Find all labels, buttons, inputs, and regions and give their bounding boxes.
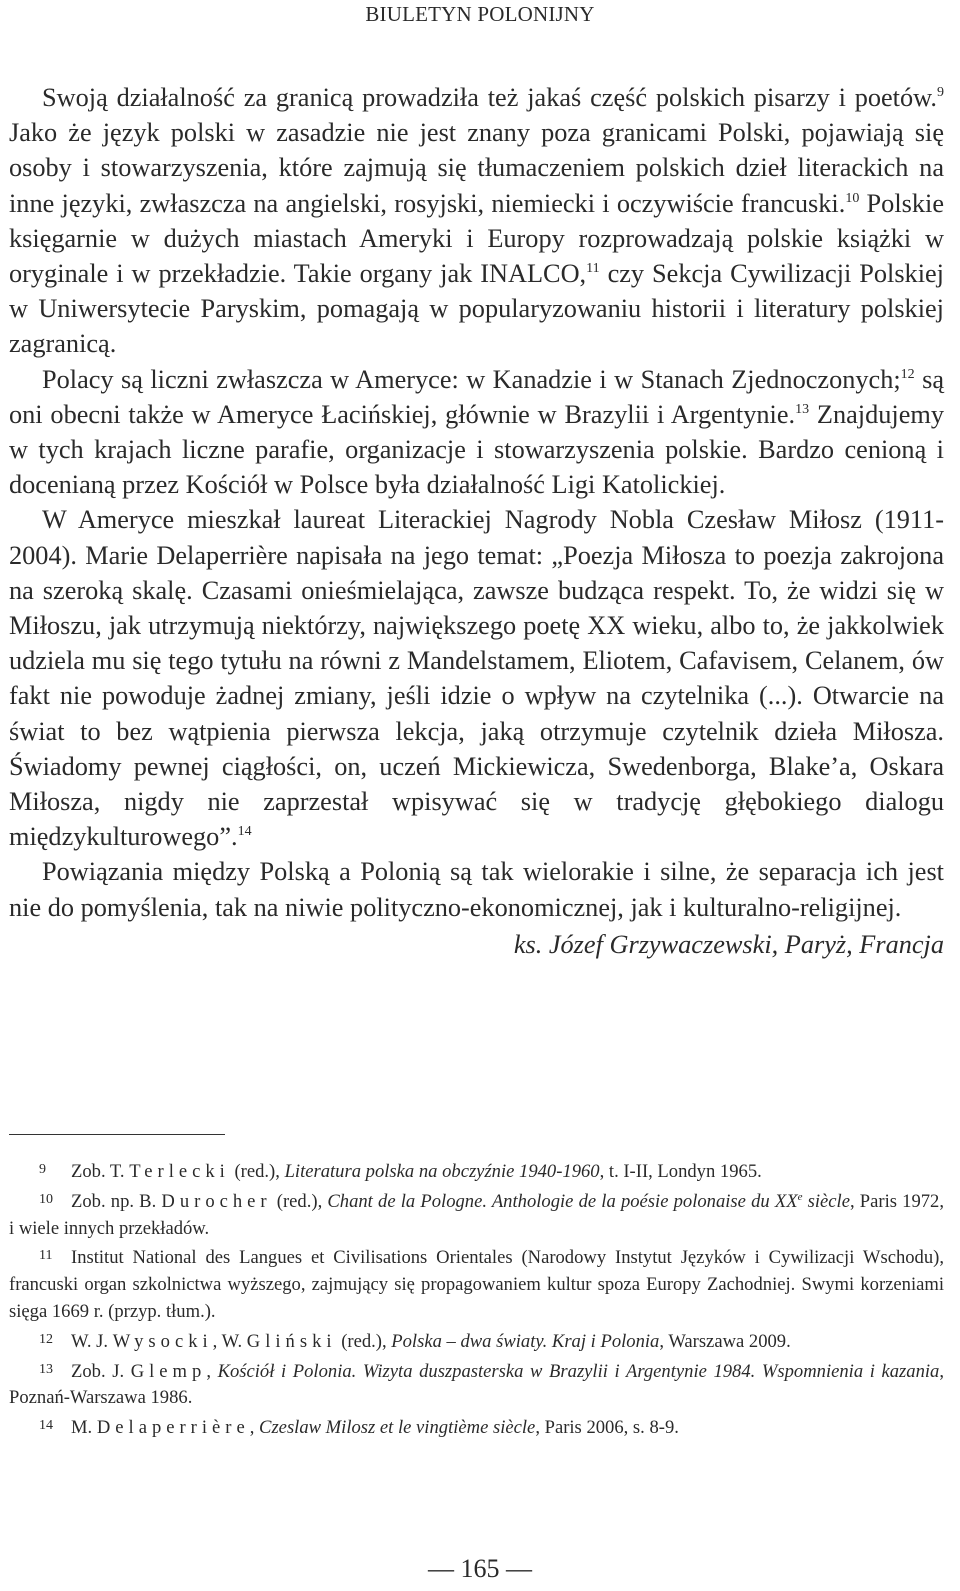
page-number: — 165 — (428, 1554, 532, 1583)
footnote-title-text: Chant de la Pologne. Anthologie de la poésie polonaise du XX (327, 1190, 798, 1212)
footnote-ref: 10 (845, 190, 860, 206)
footnote-text: (red.), (271, 1190, 328, 1212)
footnote-14 (9, 1413, 944, 1442)
footnote-text: , W. (212, 1330, 247, 1352)
footnote-number: 10 (39, 1191, 53, 1207)
paragraph-text: Polskie księgarnie w dużych miastach Ameryki i Europy rozprowadzają polskie książki w oryginale i w przekładzie. Takie organy jak INALCO, (9, 188, 944, 289)
paragraph-text: Jako że język polski w zasadzie nie jest znany poza granicami Polski, pojawiają się osoby i stowarzyszenia, które zajmują się tłumaczeniem polskich dzieł literackich na inne języki, zwłaszcza na angielski, rosyjski, niemiecki i oczywiście francuski. (9, 118, 944, 218)
paragraph-text: Znajdujemy w tych krajach liczne parafie, organizacje i stowarzyszenia polskie. Bardzo cenioną i docenianą przez Kościół w Polsce była działalność Ligi Katolickiej. (9, 399, 944, 500)
footnote-text: , (249, 1417, 260, 1439)
footnote-title: Czeslaw Milosz et le vingtième siècle (259, 1417, 536, 1439)
footnote-9 (9, 1157, 944, 1186)
footnote-text: , (206, 1360, 218, 1382)
footnote-text: W. J. (71, 1330, 113, 1352)
paragraph-text: Swoją działalność za granicą prowadziła też jakaś część polskich pisarzy i poetów. (42, 83, 937, 112)
footnote-author: Wysocki (112, 1330, 213, 1352)
footnote-text: , Warszawa 2009. (659, 1330, 791, 1352)
paragraph-text: czy Sekcja Cywilizacji Polskiej w Uniwersytecie Paryskim, pomagają w popularyzowaniu historii i literatury polskiej zagranicą. (9, 259, 944, 359)
footnote-text: (red.), (229, 1161, 285, 1182)
footnote-text: , Poznań-Warszawa 1986. (9, 1360, 945, 1409)
paragraph-text: są oni obecni także w Ameryce Łacińskiej, głównie w Brazylii i Argentynie. (9, 364, 944, 429)
footnote-13 (9, 1357, 944, 1413)
footnote-title: Literatura polska na obczyźnie 1940-1960 (284, 1161, 600, 1182)
footnote-text: Zob. J. (71, 1360, 131, 1382)
footnote-number: 9 (39, 1162, 46, 1177)
footnote-title: Polska – dwa światy. Kraj i Polonia (391, 1330, 660, 1352)
footnote-text: M. (71, 1417, 97, 1439)
author-signature: ks. Józef Grzywaczewski, Paryż, Francja (513, 929, 944, 959)
footnote-ref: 14 (237, 824, 252, 840)
footnote-divider (9, 1134, 225, 1135)
paragraph-2 (9, 362, 944, 503)
footnote-12 (9, 1327, 944, 1356)
footnote-ref: 11 (586, 261, 600, 277)
paragraph-text: Polacy są liczni zwłaszcza w Ameryce: w Kanadzie i w Stanach Zjednoczonych; (42, 364, 901, 394)
footnote-author: Durocher (161, 1190, 272, 1212)
footnote-ref: 12 (900, 366, 915, 382)
footnote-author: Gliński (246, 1330, 337, 1352)
paragraph-1 (9, 80, 944, 362)
footnote-number: 11 (39, 1248, 53, 1264)
footnote-author: Glemp (130, 1360, 207, 1382)
footnote-text: Zob. np. B. (71, 1190, 162, 1212)
footnote-author: Delaperrière (96, 1417, 250, 1439)
footnote-text: Institut National des Langues et Civilisations Orientales (Narodowy Instytut Języków i Cywilizacji Wschodu), francuski organ szkolnictwa wyższego, zajmujący się propagowaniem kultur spoza Europy Zachodniej. Swymi korzeniami sięga 1669 r. (przyp. tłum.). (9, 1247, 944, 1322)
footnote-number: 13 (39, 1361, 53, 1377)
paragraph-text: W Ameryce mieszkał laureat Literackiej Nagrody Nobla Czesław Miłosz (1911-2004). Marie Delaperrière napisała na jego temat: „Poezja Miłosza to poezja zakrojona na szeroką skalę. Czasami onieśmielająca, zawsze budząca respekt. To, że widzi się w Miłoszu, jak utrzymują niektórzy, największego poetę XX wieku, albo to, że jakkolwiek udziela mu się tego tytułu na równi z Mandelstamem, Eliotem, Cafavisem, Celanem, ów fakt nie powoduje żadnej zmiany, jeśli idzie o wpływ na czytelnika (...). Otwarcie na świat to bez wątpienia pierwsza lekcja, jaką otrzymuje czytelnik dzieła Miłosza. Świadomy pewnej ciągłości, on, uczeń Mickiewicza, Swedenborga, Blake’a, Oskara Miłosza, nigdy nie zaprzestał wpisywać się w tradycję głębokiego dialogu międzykulturowego”. (9, 505, 944, 852)
footnote-text: , Paris 1972, i wiele innych przekładów. (9, 1190, 944, 1239)
running-header: BIULETYN POLONIJNY (365, 2, 595, 26)
footnote-10 (9, 1187, 944, 1243)
footnote-number: 12 (39, 1331, 53, 1347)
footnote-title: Kościół i Polonia. Wizyta duszpasterska w Brazylii i Argentynie 1984. Wspomnienia i kazania (217, 1360, 940, 1382)
footnote-11 (9, 1243, 944, 1325)
footnote-text: , Paris 2006, s. 8-9. (535, 1417, 679, 1439)
footnote-text: , t. I-II, Londyn 1965. (599, 1161, 762, 1182)
footnote-ref: 9 (937, 85, 944, 100)
article-body (9, 80, 944, 962)
footnote-number: 14 (39, 1418, 53, 1434)
footnote-text: Zob. T. (71, 1161, 130, 1182)
footnotes (9, 1157, 944, 1443)
footnote-ref: 13 (795, 401, 810, 417)
footnote-title-sup: e (797, 1190, 803, 1203)
footnote-text: (red.), (336, 1330, 392, 1352)
footnote-title-text: siècle (802, 1190, 850, 1212)
footnote-title (327, 1191, 850, 1212)
footnote-author: Terlecki (129, 1161, 230, 1182)
paragraph-4: Powiązania między Polską a Polonią są tak wielorakie i silne, że separacja ich jest nie do pomyślenia, tak na niwie polityczno-ekonomicznej, jak i kulturalno-religijnej. (9, 857, 944, 922)
paragraph-3 (9, 502, 944, 854)
